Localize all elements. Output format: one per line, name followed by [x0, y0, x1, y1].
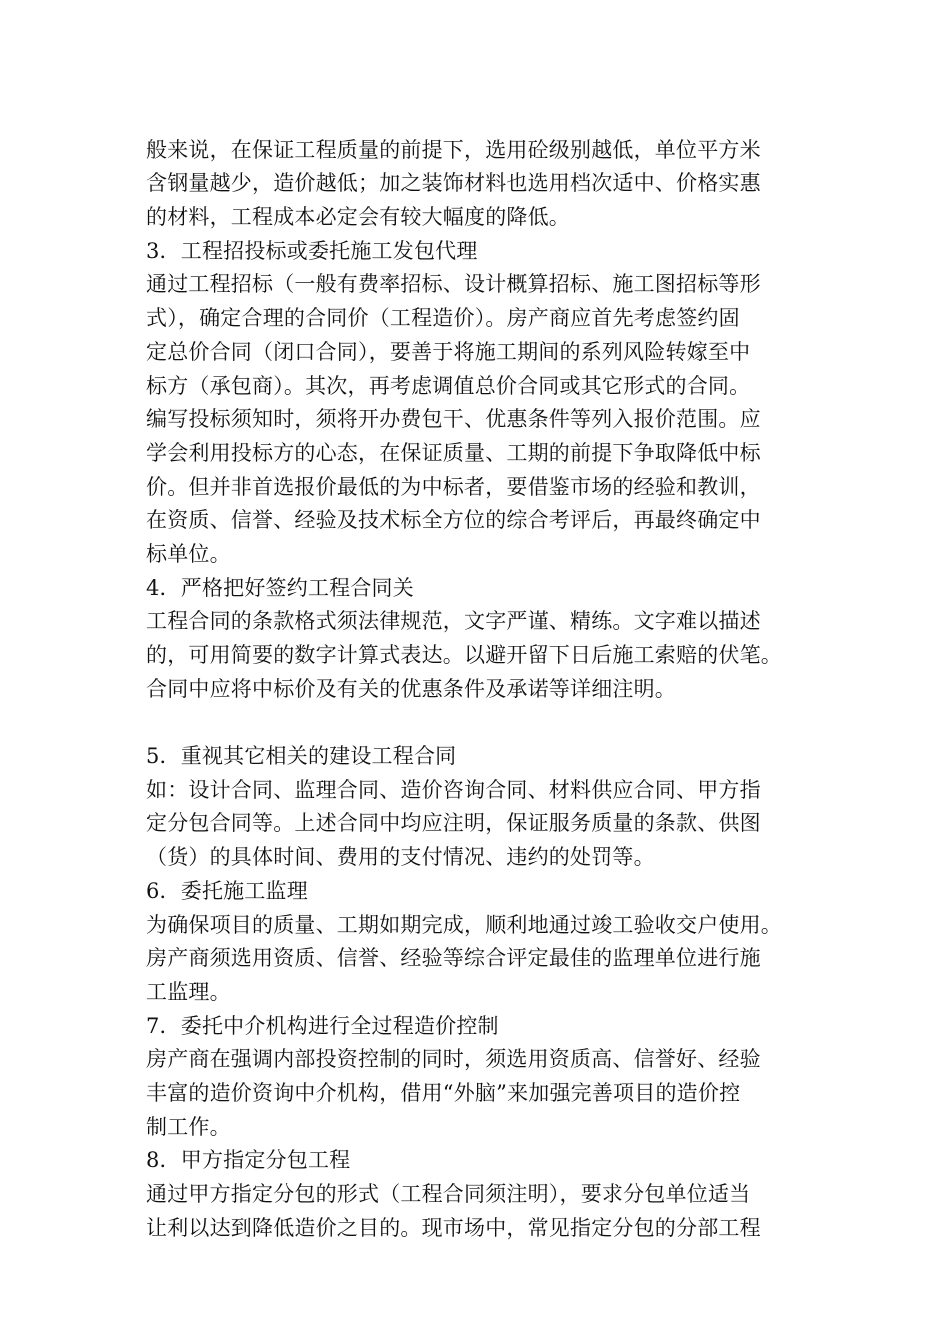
- document-page: [146, 100, 826, 1245]
- blank-line: [146, 100, 826, 134]
- section-heading-4: 4．严格把好签约工程合同关: [146, 575, 414, 600]
- text-line: 让利以达到降低造价之目的。现市场中，常见指定分包的分部工程: [146, 1215, 761, 1240]
- text-line: 通过工程招标（一般有费率招标、设计概算招标、施工图招标等形: [146, 272, 761, 297]
- text-line: 合同中应将中标价及有关的优惠条件及承诺等详细注明。: [146, 676, 676, 701]
- text-line: 定分包合同等。上述合同中均应注明，保证服务质量的条款、供图: [146, 811, 761, 836]
- text-line: 式），确定合理的合同价（工程造价）。房产商应首先考虑签约固: [146, 306, 740, 331]
- text-line: 工程合同的条款格式须法律规范，文字严谨、精练。文字难以描述: [146, 609, 761, 634]
- text-line: 学会利用投标方的心态，在保证质量、工期的前提下争取降低中标: [146, 440, 761, 465]
- section-heading-3: 3．工程招投标或委托施工发包代理: [146, 238, 478, 263]
- text-line: 定总价合同（闭口合同），要善于将施工期间的系列风险转嫁至中: [146, 339, 751, 364]
- text-line: 含钢量越少，造价越低；加之装饰材料也选用档次适中、价格实惠: [146, 171, 761, 196]
- text-line: 房产商须选用资质、信誉、经验等综合评定最佳的监理单位进行施: [146, 946, 761, 971]
- text-line: 如：设计合同、监理合同、造价咨询合同、材料供应合同、甲方指: [146, 777, 761, 802]
- text-line: 为确保项目的质量、工期如期完成，顺利地通过竣工验收交户使用。: [146, 912, 782, 937]
- section-heading-6: 6．委托施工监理: [146, 878, 308, 903]
- text-line: 的，可用简要的数字计算式表达。以避开留下日后施工索赔的伏笔。: [146, 643, 782, 667]
- section-heading-7: 7．委托中介机构进行全过程造价控制: [146, 1013, 499, 1038]
- text-line: 通过甲方指定分包的形式（工程合同须注明），要求分包单位适当: [146, 1182, 751, 1206]
- section-heading-8: 8．甲方指定分包工程: [146, 1148, 351, 1173]
- blank-line: [146, 706, 826, 740]
- text-line: 编写投标须知时，须将开办费包干、优惠条件等列入报价范围。应: [146, 407, 761, 432]
- text-line: （货）的具体时间、费用的支付情况、违约的处罚等。: [146, 845, 655, 870]
- text-line: 丰富的造价资询中介机构，借用“外脑”来加强完善项目的造价控: [146, 1080, 741, 1105]
- text-line: 的材料，工程成本必定会有较大幅度的降低。: [146, 205, 570, 230]
- section-heading-5: 5．重视其它相关的建设工程合同: [146, 744, 457, 769]
- text-line: 价。但并非首选报价最低的为中标者，要借鉴市场的经验和教训，: [146, 474, 761, 499]
- text-line: 工监理。: [146, 979, 231, 1004]
- text-line: 制工作。: [146, 1114, 231, 1139]
- text-line: 房产商在强调内部投资控制的同时，须选用资质高、信誉好、经验: [146, 1047, 761, 1072]
- text-line: 标方（承包商）。其次，再考虑调值总价合同或其它形式的合同。: [146, 373, 751, 398]
- text-line: 标单位。: [146, 541, 231, 566]
- text-line: 在资质、信誉、经验及技术标全方位的综合考评后，再最终确定中: [146, 508, 761, 533]
- text-line: 般来说，在保证工程质量的前提下，选用砼级别越低，单位平方米: [146, 137, 761, 162]
